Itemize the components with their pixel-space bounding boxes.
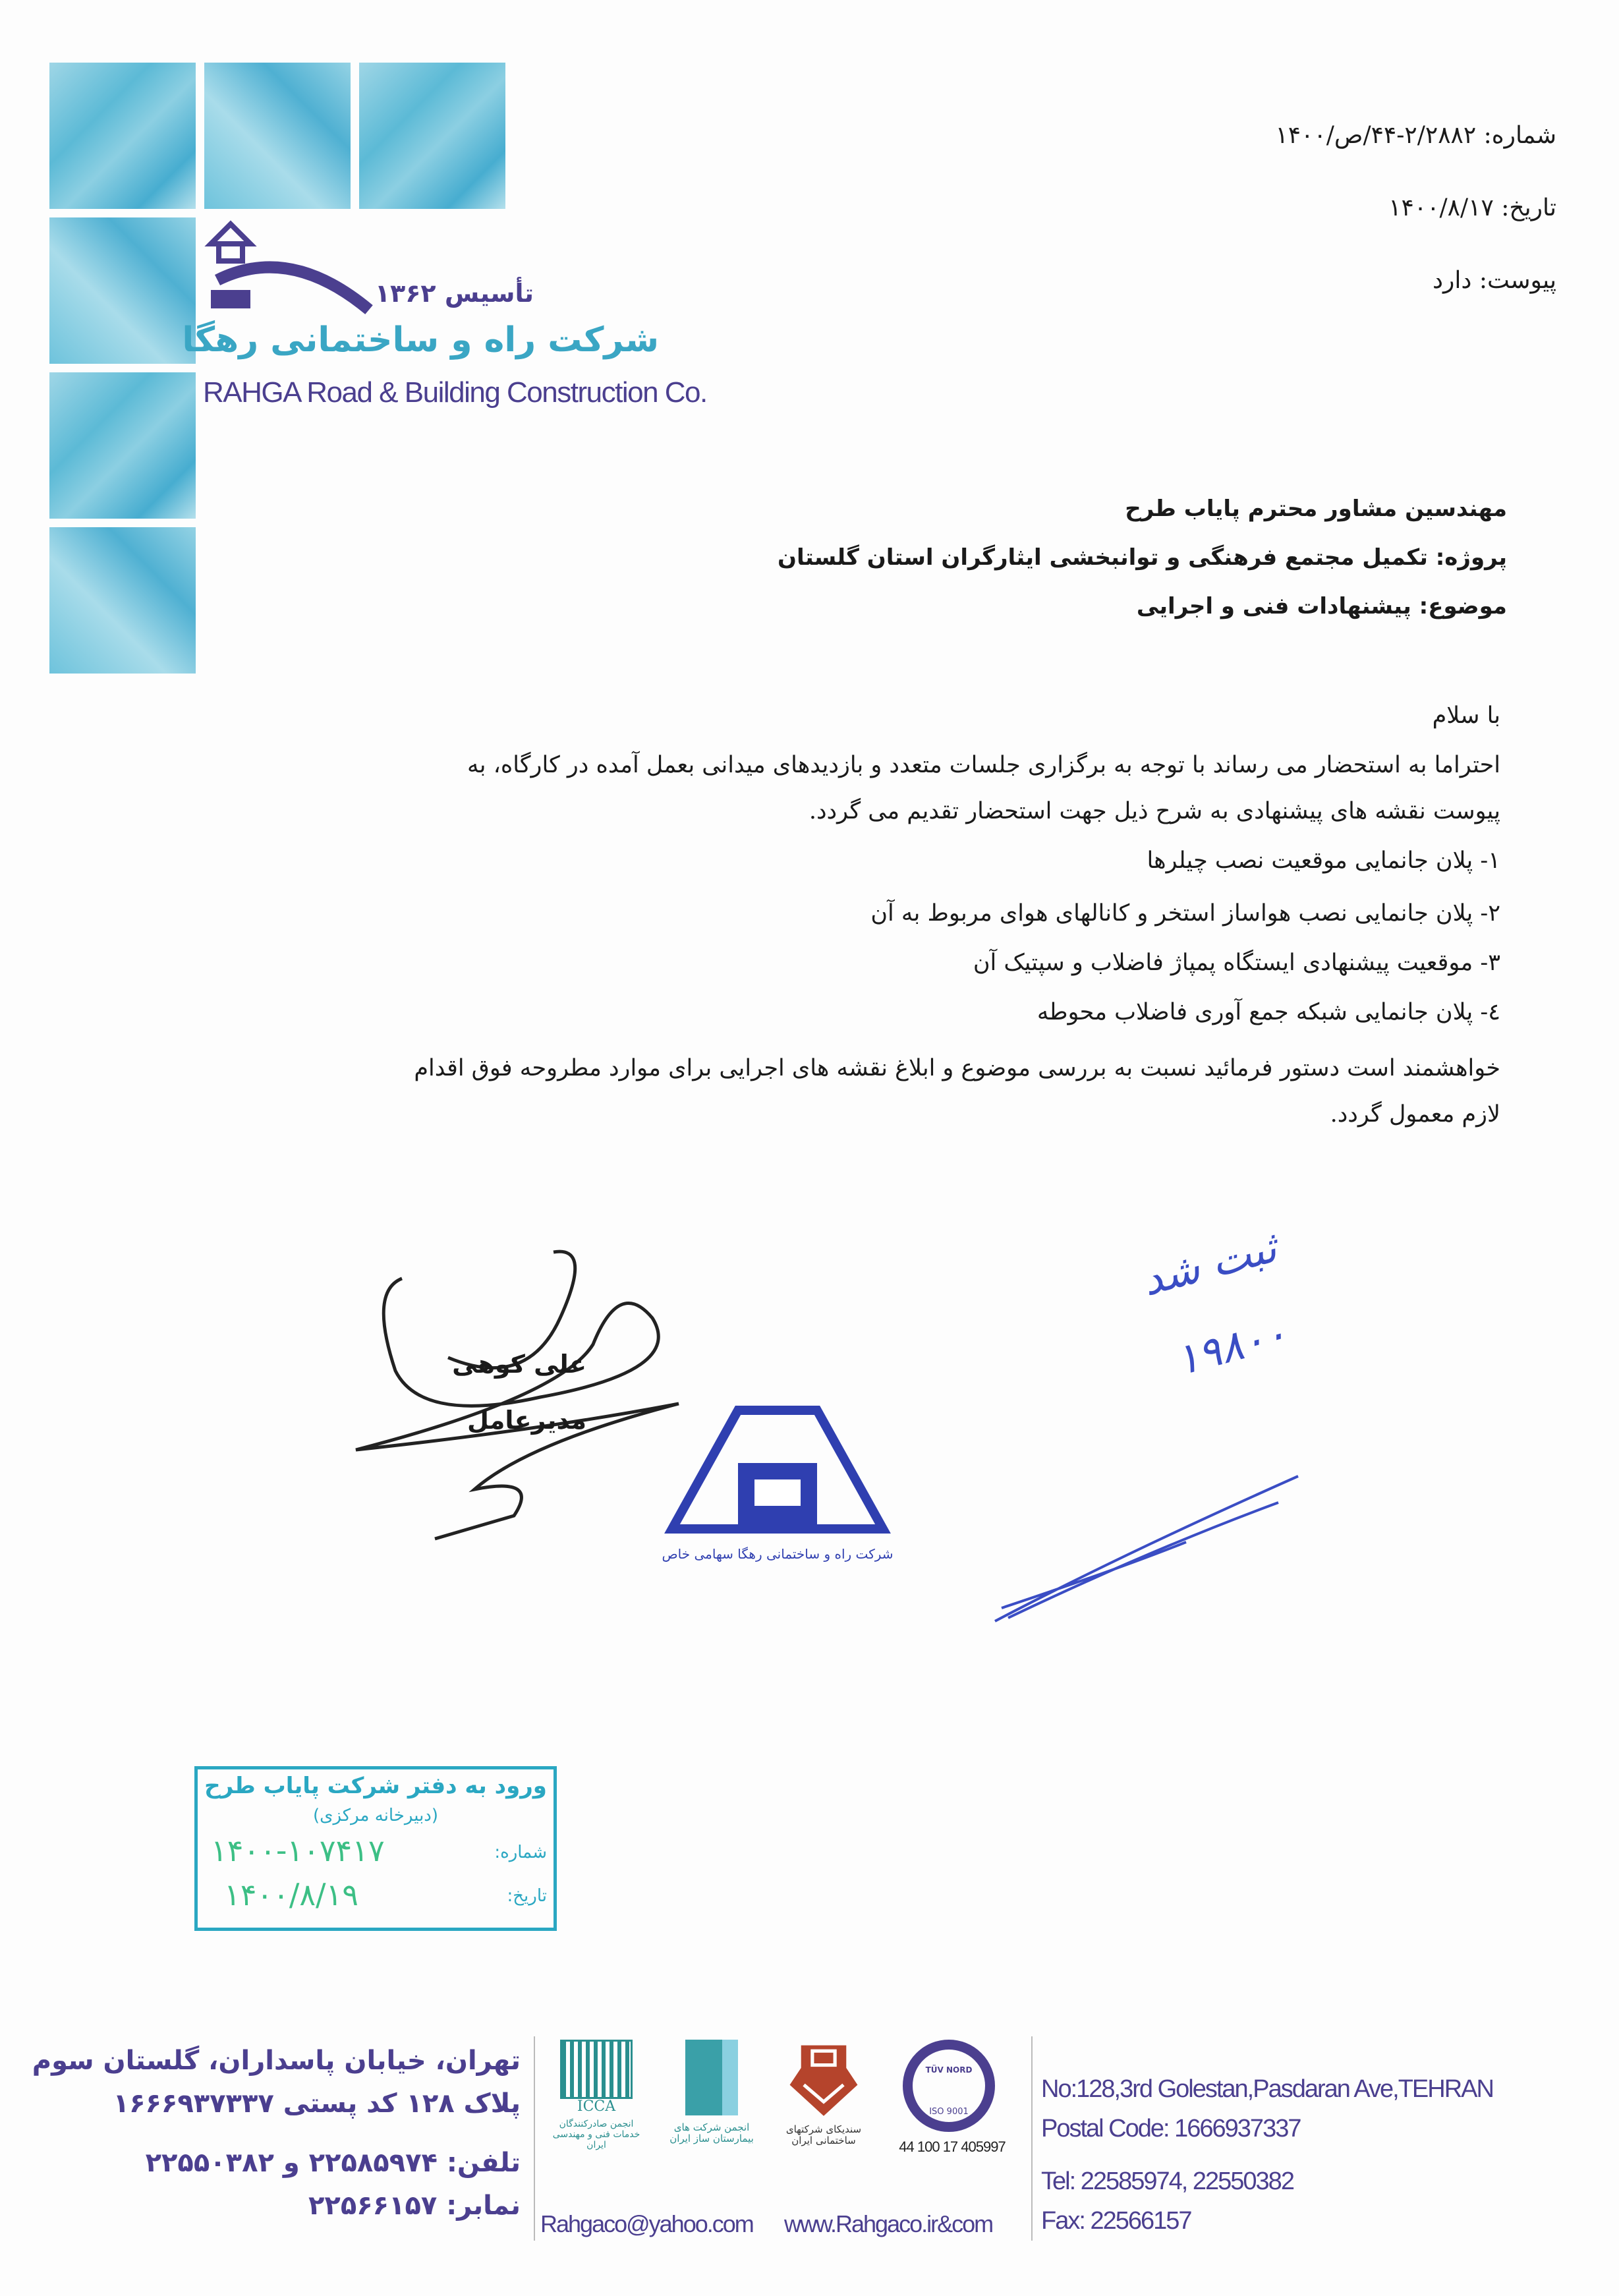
company-seal	[659, 1397, 896, 1568]
decor-tile	[204, 63, 351, 209]
rahga-logo-icon	[204, 217, 376, 316]
icca-logo-icon	[560, 2040, 633, 2099]
intro-line-2: پیوست نقشه های پیشنهادی به شرح ذیل جهت استحضار تقدیم می گردد.	[809, 798, 1500, 824]
letter-number: شماره: ۲/۲۸۸۲-۴۴/ص/۱۴۰۰	[1275, 122, 1556, 149]
tuv-number: 44 100 17 405997	[899, 2138, 1006, 2155]
footer-website[interactable]: www.Rahgaco.ir&com	[784, 2210, 993, 2237]
closing-line-1: خواهشمند است دستور فرمائید نسبت به بررسی موضوع و ابلاغ نقشه های اجرایی برای موارد مطروحه فوق اقدام	[414, 1055, 1500, 1081]
receipt-number-value: ۱۴۰۰-۱۰۷۴۱۷	[211, 1833, 385, 1868]
handwritten-number: ۱۹۸۰۰	[1170, 1309, 1293, 1386]
decor-tile	[359, 63, 505, 209]
signer-title: مدیرعامل	[467, 1406, 586, 1435]
builders-logo	[656, 2040, 768, 2145]
footer-en-tel: Tel: 22585974, 22550382	[1041, 2167, 1293, 2195]
seal-icon	[659, 1397, 896, 1542]
list-item: ۳- موقعیت پیشنهادی ایستگاه پمپاژ فاضلاب و سپتیک آن	[973, 950, 1500, 976]
list-item: ۱- پلان جانمایی موقعیت نصب چیلرها	[1147, 847, 1500, 874]
company-name-en: RAHGA Road & Building Construction Co.	[203, 376, 707, 409]
subject: موضوع: پیشنهادات فنی و اجرایی	[1136, 593, 1507, 619]
greeting: با سلام	[1432, 703, 1500, 729]
footer-phone: تلفن: ۲۲۵۸۵۹۷۴ و ۲۲۵۵۰۳۸۲	[145, 2148, 521, 2178]
intro-line-1: احتراما به استحضار می رساند با توجه به برگزاری جلسات متعدد و بازدیدهای میدانی بعمل آمده در کارگاه، به	[467, 752, 1500, 778]
handwritten-stroke-icon	[988, 1470, 1305, 1628]
footer-address-1: تهران، خیابان پاسداران، گلستان سوم	[32, 2046, 521, 2076]
closing-line-2: لازم معمول گردد.	[1330, 1101, 1500, 1128]
receipt-stamp	[194, 1766, 557, 1931]
receipt-number-label: شماره:	[494, 1843, 547, 1862]
tuv-label: TÜV NORD	[925, 2065, 973, 2075]
footer-en-fax: Fax: 22566157	[1041, 2207, 1191, 2235]
footer-en-address: No:128,3rd Golestan,Pasdaran Ave,TEHRAN	[1041, 2075, 1493, 2103]
list-item: ۲- پلان جانمایی نصب هواساز استخر و کانالهای هوای مربوط به آن	[870, 900, 1500, 927]
decor-tile	[49, 372, 196, 519]
icca-caption: انجمن صادرکنندگان خدمات فنی و مهندسی ایران	[552, 2119, 640, 2151]
footer-divider	[1031, 2036, 1033, 2241]
signer-name: علی کوهی	[452, 1350, 586, 1379]
handwritten-word: ثبت شد	[1137, 1223, 1282, 1306]
decor-tile	[49, 217, 196, 364]
footer-divider	[534, 2036, 535, 2241]
syndicate-logo-icon	[778, 2040, 870, 2119]
letter-date: تاریخ: ۱۴۰۰/۸/۱۷	[1388, 194, 1556, 221]
founded-text: تأسیس ۱۳۶۲	[374, 279, 534, 308]
syndicate-caption: سندیکای شرکتهای ساختمانی ایران	[785, 2123, 862, 2147]
iso-label: ISO 9001	[929, 2107, 969, 2117]
list-item: ٤- پلان جانمایی شبکه جمع آوری فاضلاب محوطه	[1037, 999, 1500, 1025]
decor-tile	[49, 527, 196, 674]
seal-text: شرکت راه و ساختمانی رهگا سهامی خاص	[662, 1546, 894, 1562]
project: پروژه: تکمیل مجتمع فرهنگی و توانبخشی ایثارگران استان گلستان	[778, 544, 1507, 571]
footer-en-postal: Postal Code: 1666937337	[1041, 2115, 1301, 2142]
letter-attachment: پیوست: دارد	[1432, 267, 1556, 294]
footer-address-2: پلاک ۱۲۸ کد پستی ۱۶۶۶۹۳۷۳۳۷	[113, 2088, 521, 2119]
signature-scribble-icon	[343, 1239, 698, 1542]
syndicate-logo	[778, 2040, 870, 2147]
receipt-date-value: ۱۴۰۰/۸/۱۹	[224, 1877, 358, 1912]
company-name-fa: شرکت راه و ساختمانی رهگا	[182, 320, 659, 360]
icca-label: ICCA	[577, 2098, 616, 2115]
decor-tile	[49, 63, 196, 209]
builders-caption: انجمن شرکت های بیمارستان ساز ایران	[669, 2121, 754, 2145]
footer-email[interactable]: Rahgaco@yahoo.com	[540, 2210, 753, 2237]
footer-fax: نمابر: ۲۲۵۶۶۱۵۷	[308, 2191, 521, 2221]
tuv-logo-icon	[903, 2040, 995, 2132]
builders-logo-icon	[685, 2040, 738, 2115]
tuv-logo	[880, 2040, 1025, 2156]
receipt-stamp-subtitle: (دبیرخانه مرکزی)	[312, 1806, 439, 1825]
recipient: مهندسین مشاور محترم پایاب طرح	[1125, 496, 1507, 522]
handwritten-note	[1092, 1213, 1366, 1463]
icca-logo	[547, 2040, 646, 2150]
receipt-date-label: تاریخ:	[507, 1886, 547, 1906]
receipt-stamp-title: ورود به دفتر شرکت پایاب طرح	[204, 1773, 547, 1799]
